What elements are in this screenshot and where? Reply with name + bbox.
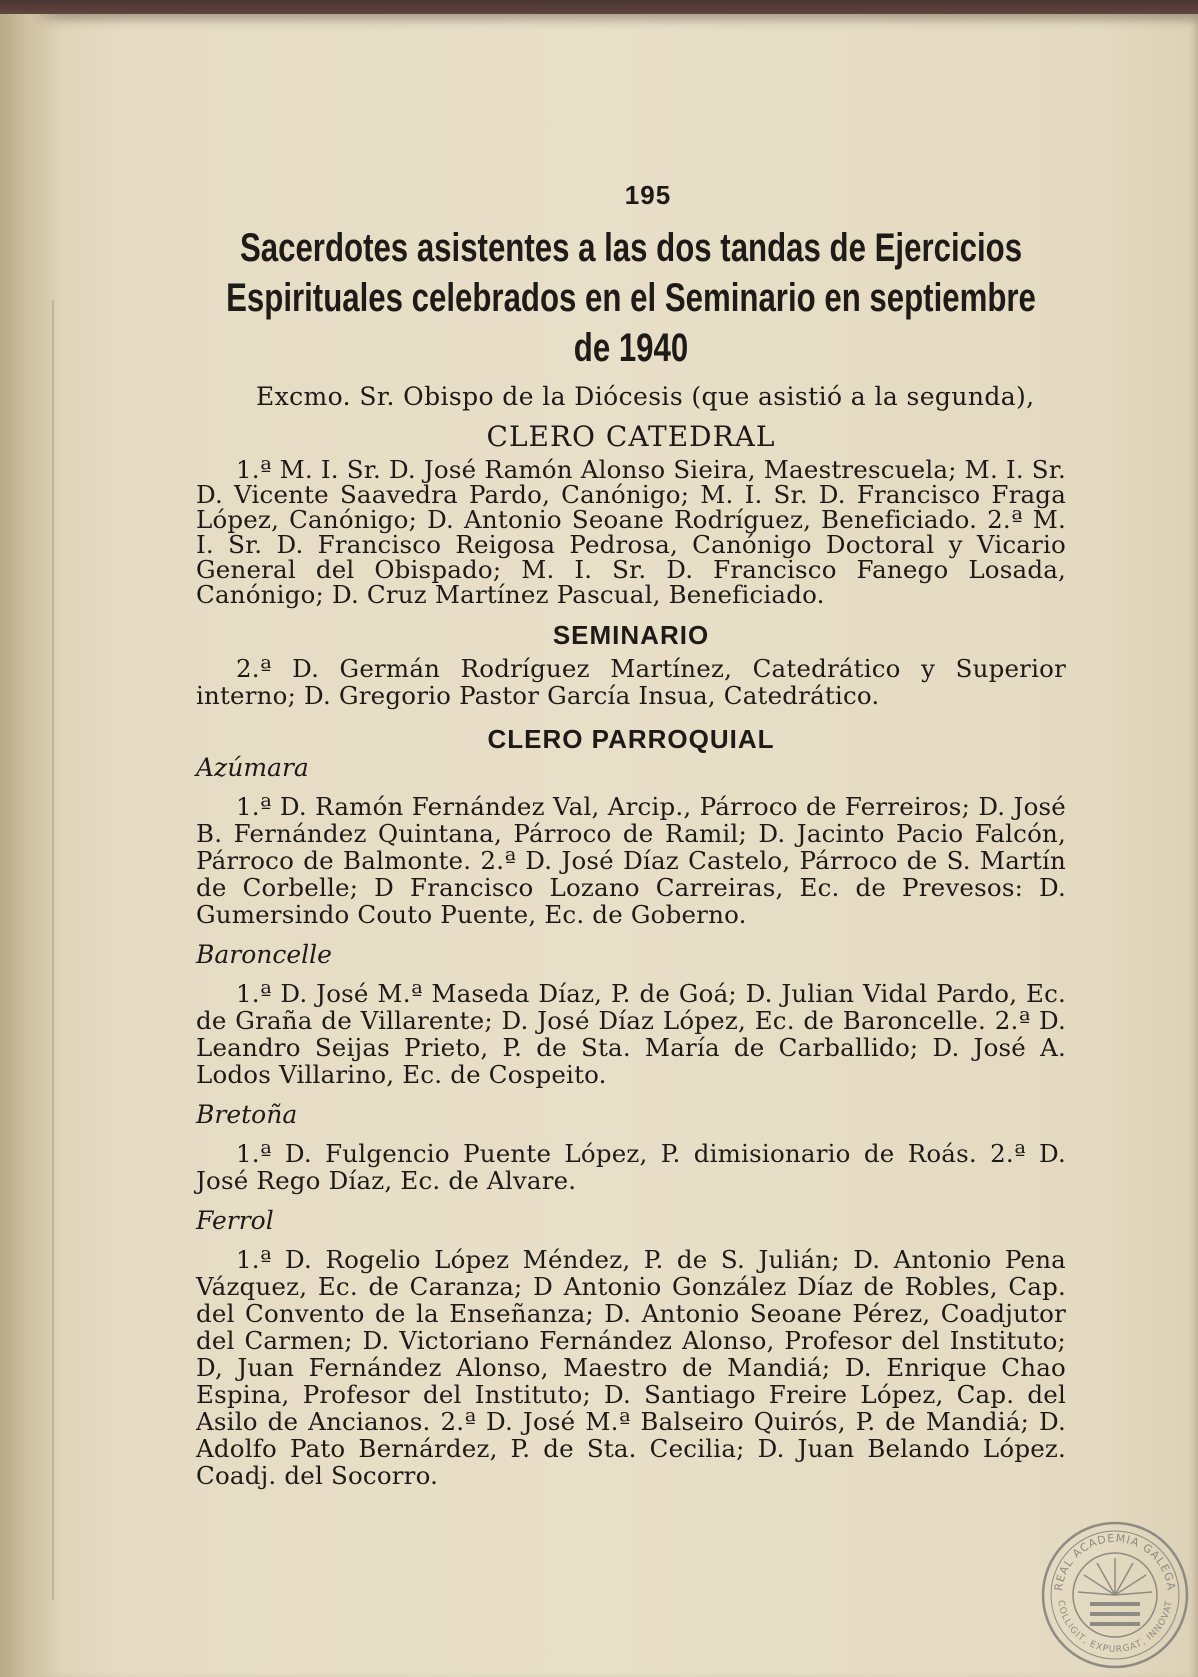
section-heading-clero-parroquial: CLERO PARROQUIAL (487, 724, 775, 754)
stamp-text-bottom: COLLIGIT, EXPURGAT, INNOVAT (1055, 1599, 1175, 1656)
subsection-title: Bretoña (196, 1100, 298, 1129)
svg-text:COLLIGIT, EXPURGAT, INNOVAT (1055, 1600, 1175, 1656)
page-content (196, 180, 1066, 1489)
gutter-line (52, 300, 54, 1600)
paragraph-baroncelle: 1.ª D. José M.ª Maseda Díaz, P. de Goá; D. Julian Vidal Pardo, Ec. de Graña de Villarente; D. José Díaz López, Ec. de Baroncelle. 2.ª D. Leandro Seijas Prieto, P. de Sta. María de Carballido; D. José A. Lodos Villarino, Ec. de Cospeito. (196, 979, 1066, 1089)
academy-seal-stamp (1040, 1520, 1190, 1670)
subsection-title: Ferrol (196, 1206, 274, 1235)
page-number: 195 (624, 180, 672, 210)
paragraph-seminario: 2.ª D. Germán Rodríguez Martínez, Catedrático y Superior interno; D. Gregorio Pastor García Insua, Catedrático. (196, 654, 1066, 710)
section-heading-seminario: SEMINARIO (552, 620, 710, 650)
paragraph-bretona: 1.ª D. Fulgencio Puente López, P. dimisionario de Roás. 2.ª D. José Rego Díaz, Ec. de Alvare. (196, 1139, 1066, 1195)
section-heading-clero-catedral: CLERO CATEDRAL (486, 420, 776, 453)
stamp-text-top: REAL ACADEMIA GALEGA (1052, 1531, 1178, 1592)
page-title: Sacerdotes asistentes a las dos tandas de Ejercicios Espirituales celebrados en el Seminario en septiembre de 1940 (226, 226, 1036, 370)
subsection-title: Azúmara (196, 753, 309, 782)
subsection-title: Baroncelle (196, 940, 332, 969)
intro-line: Excmo. Sr. Obispo de la Diócesis (que asistió a la segunda), (256, 382, 1035, 411)
paragraph-azumara: 1.ª D. Ramón Fernández Val, Arcip., Párroco de Ferreiros; D. José B. Fernández Quintana, Párroco de Ramil; D. Jacinto Pacio Falcón, Párroco de Balmonte. 2.ª D. José Díaz Castelo, Párroco de S. Martín de Corbelle; D Francisco Lozano Carreiras, Ec. de Prevesos: D. Gumersindo Couto Puente, Ec. de Goberno. (196, 792, 1066, 929)
paragraph-ferrol: 1.ª D. Rogelio López Méndez, P. de S. Julián; D. Antonio Pena Vázquez, Ec. de Caranza; D Antonio González Díaz de Robles, Cap. del Convento de la Enseñanza; D. Antonio Seoane Pérez, Coadjutor del Carmen; D. Victoriano Fernández Alonso, Profesor del Instituto; D, Juan Fernández Alonso, Maestro de Mandiá; D. Enrique Chao Espina, Profesor del Instituto; D. Santiago Freire López, Cap. del Asilo de Ancianos. 2.ª D. José M.ª Balseiro Quirós, P. de Mandiá; D. Adolfo Pato Bernárdez, P. de Sta. Cecilia; D. Juan Belando López. Coadj. del Socorro. (196, 1245, 1066, 1490)
paragraph-clero-catedral: 1.ª M. I. Sr. D. José Ramón Alonso Sieira, Maestrescuela; M. I. Sr. D. Vicente Saavedra Pardo, Canónigo; M. I. Sr. D. Francisco Fraga López, Canónigo; D. Antonio Seoane Rodríguez, Beneficiado. 2.ª M. I. Sr. D. Francisco Reigosa Pedrosa, Canónigo Doctoral y Vicario General del Obispado; M. I. Sr. D. Francisco Fanego Losada, Canónigo; D. Cruz Martínez Pascual, Beneficiado. (196, 455, 1066, 609)
